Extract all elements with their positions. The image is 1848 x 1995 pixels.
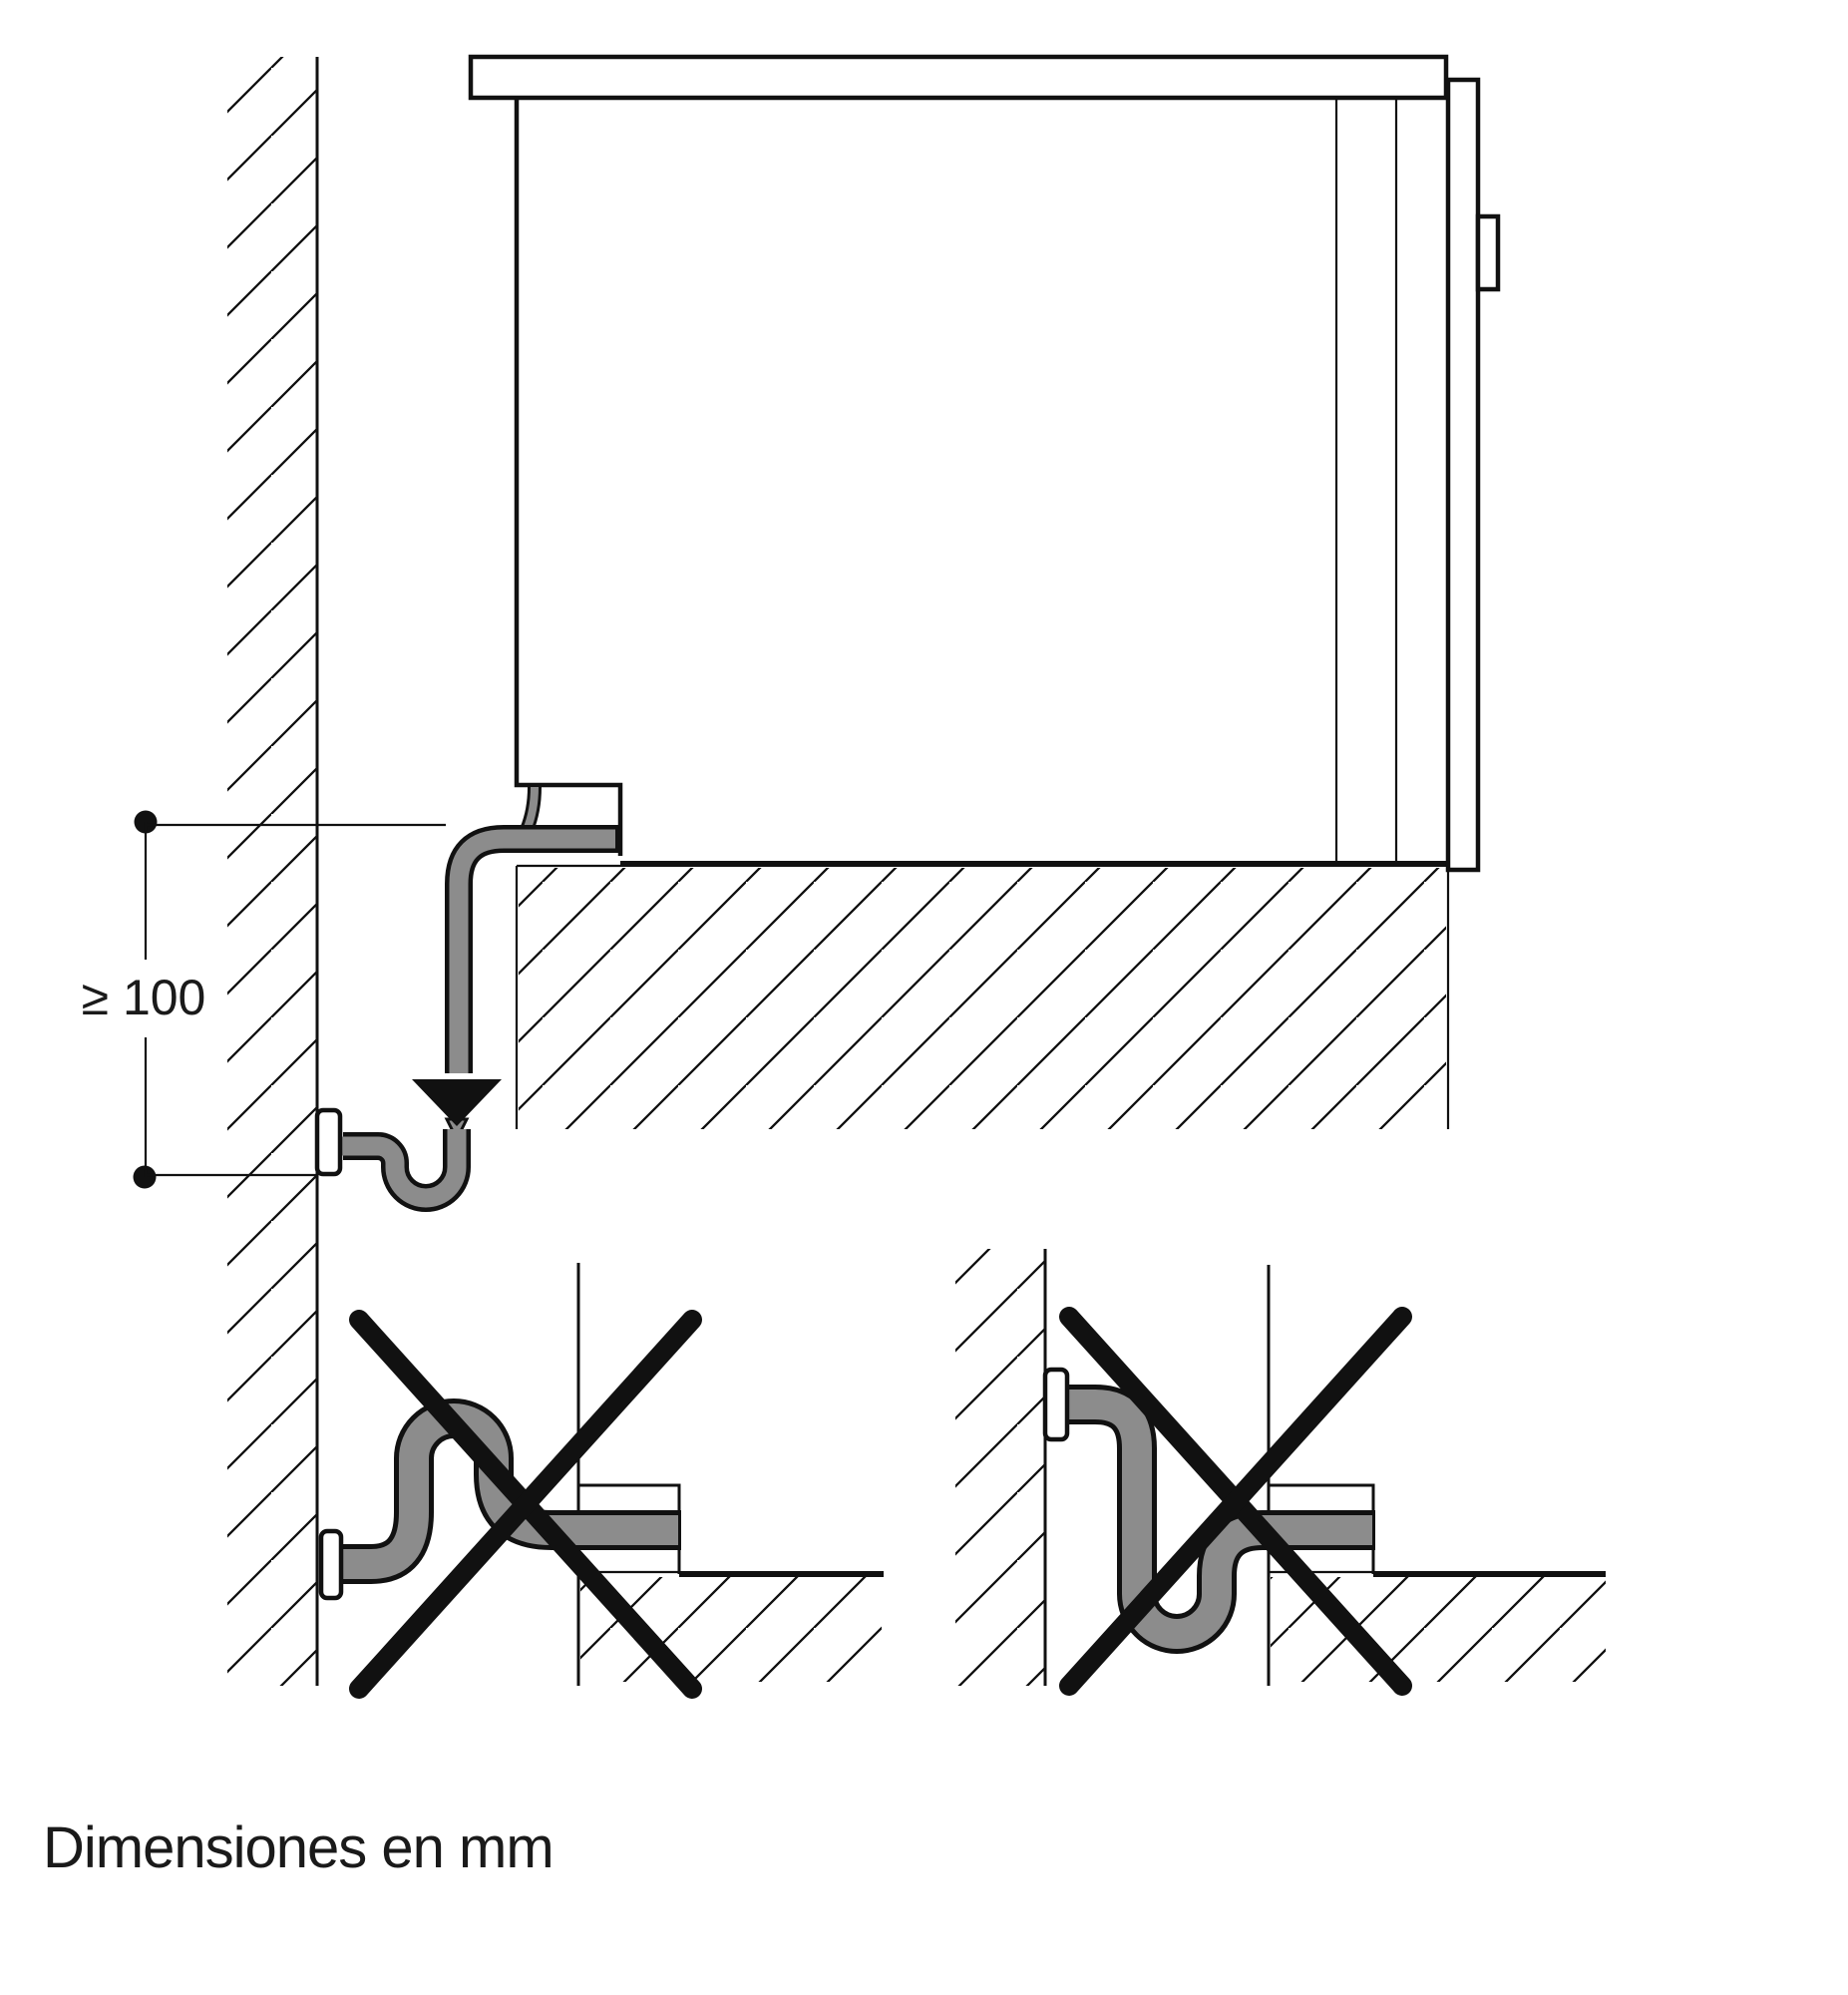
door-panel — [1448, 80, 1478, 870]
wall-drain-outlet — [317, 1110, 340, 1174]
wall-section — [227, 57, 317, 1686]
countertop — [517, 866, 1448, 1129]
hose-trap-core — [340, 1129, 457, 1198]
wall-hatch — [955, 1249, 1045, 1686]
dimension-label: ≥ 100 — [81, 970, 206, 1025]
appliance-left-side-and-notch — [517, 98, 620, 856]
incorrect-installation-left — [321, 1263, 884, 1689]
appliance — [471, 57, 1498, 870]
footer-note: Dimensiones en mm — [43, 1815, 554, 1880]
wall-hatch — [227, 57, 317, 1686]
flow-arrow-icon — [412, 1079, 502, 1126]
countertop-hatch — [519, 868, 1446, 1129]
door-handle — [1478, 216, 1498, 289]
wall-drain-outlet — [1045, 1370, 1067, 1439]
incorrect-installation-right — [955, 1249, 1606, 1686]
worktop-lid — [471, 57, 1446, 98]
wall-drain-outlet — [321, 1531, 341, 1598]
